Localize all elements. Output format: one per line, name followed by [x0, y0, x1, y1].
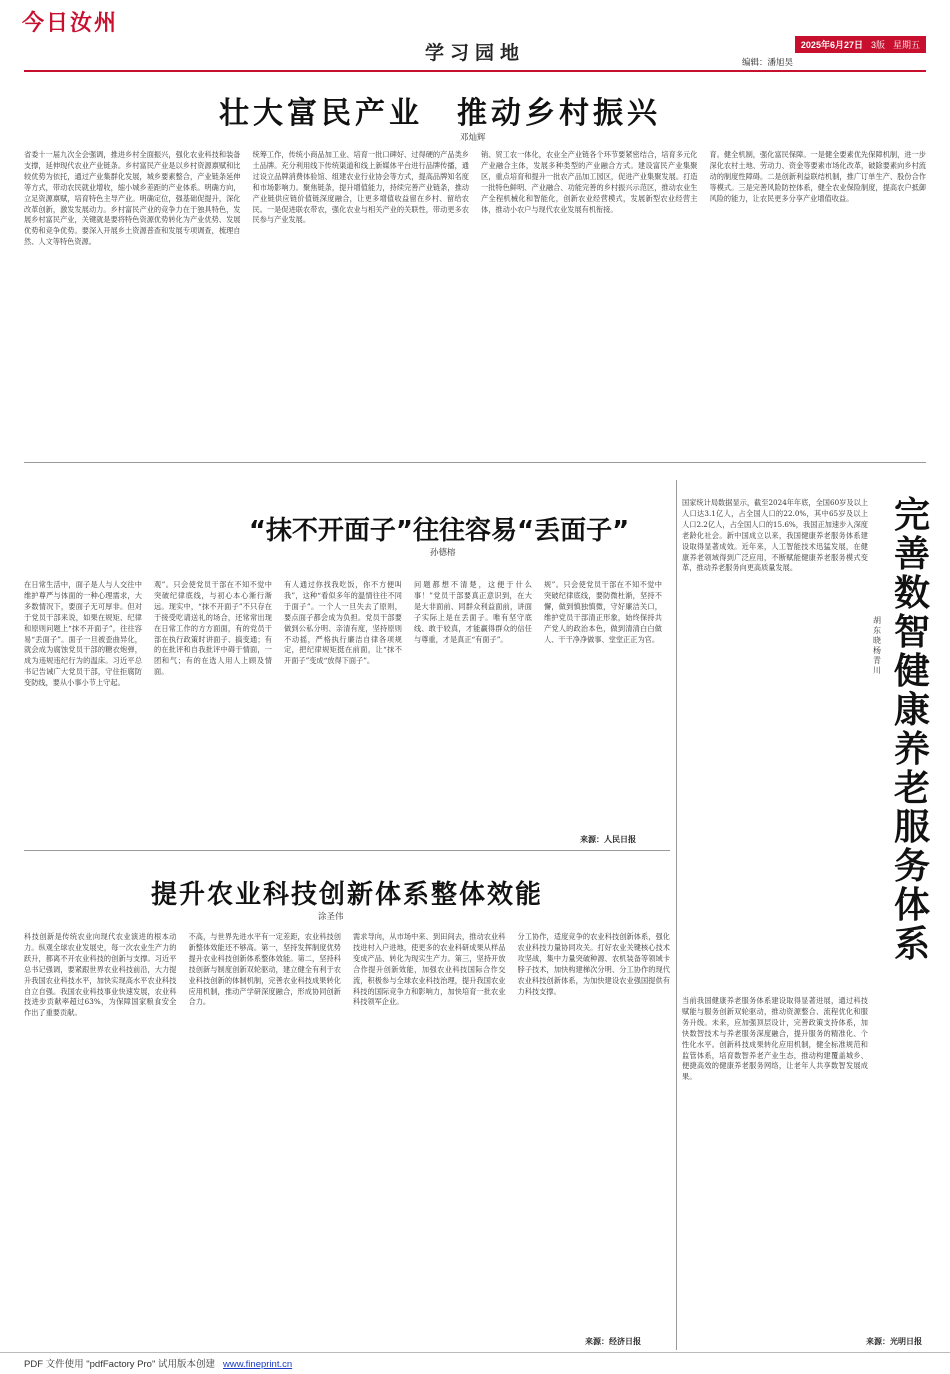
section-title: 学习园地 [424, 42, 525, 64]
date-badge [795, 36, 926, 53]
article3-column: 科技创新是传统农业向现代农业演进的根本动力。纵观全球农业发展史，每一次农业生产力的跃升，都离不开农业科技的创新与支撑。习近平总书记强调，要紧跟世界农业科技前沿，大力提升我国农业科技水平，加快实现高水平农业科技自立自强。我国农业科技事业快速发展，农业科技进步贡献率超过63%，为保障国家粮食安全作出了重要贡献。 [24, 932, 177, 1018]
article1-column: 统筹工作，传统小商品加工业、培育一批口碑好、过得硬的产品类乡土品牌。充分利用线下传统渠道和线上新媒体平台进行品牌传播，通过设立品牌消费体验馆、组建农业行业协会等方式，提高品牌知名度和市场影响力。聚焦链条，提升增值能力，持续完善产业链条，推动产业链供应链价值链深度融合，让更多增值收益留在乡村、留给农民。一是促进联农带农，强化农业与相关产业的关联性，带动更多农民参与产业发展。 [252, 150, 469, 225]
article2-author: 孙德榕 [430, 547, 456, 557]
editor-line [742, 56, 807, 68]
article2-column: 有人通过你找我吃饭，你不方便叫我”，这种“看似多年的温情往往不同于面子”。一个人一旦失去了原则，要点面子都会成为负担。党员干部要做到公私分明、亲清有度，坚持原则不动摇，严格执行廉洁自律各项规定，把纪律规矩挺在前面，让“抹不开面子”变成“放得下面子”。 [284, 580, 402, 666]
weekday: 星期五 [892, 40, 920, 50]
article3-column: 需求导向，从市场中来、到田间去，推动农业科技进村入户进地，使更多的农业科研成果从样品变成产品、转化为现实生产力。第三，坚持开放合作提升创新效能，加强农业科技国际合作交流，积极参与全球农业科技治理，提升我国农业科技的国际竞争力和影响力，加快培育一批农业科技领军企业。 [353, 932, 506, 1007]
pdf-footer [0, 1352, 950, 1374]
article3-body [24, 932, 670, 1332]
column-divider [676, 480, 677, 1350]
article3-title: 提升农业科技创新体系整体效能 [150, 880, 543, 910]
footer-link[interactable]: www.fineprint.cn [222, 1359, 293, 1370]
article3-column: 不高，与世界先进水平有一定差距，农业科技创新整体效能还不够高。第一，坚持发挥制度优势提升农业科技创新体系整体效能。第二，坚持科技创新与制度创新双轮驱动，建立健全有利于农业科技创新的体制机制，完善农业科技成果转化应用机制，推动产学研深度融合，形成协同创新合力。 [188, 932, 341, 1007]
article2-body [24, 580, 662, 830]
article1-body [24, 150, 926, 450]
article4-body [682, 498, 868, 1328]
article3-author: 涂圣伟 [318, 911, 344, 921]
article4-column: 国家统计局数据显示，截至2024年年底，全国60岁及以上人口达3.1亿人，占全国人口的22.0%，其中65岁及以上人口2.2亿人，占全国人口的15.6%，我国正加速步入深度老龄化社会。新中国成立以来，我国健康养老服务体系建设取得显著成效。近年来，人工智能技术迅猛发展，在健康养老领域得到广泛应用，不断赋能健康养老服务模式变革，推动养老服务向更高质量发展。 [682, 498, 868, 573]
article4-column: 当前我国健康养老服务体系建设取得显著进展，通过科技赋能与服务创新双轮驱动，推动资源整合、流程优化和服务升级。未来，应加强顶层设计，完善政策支持体系，加快数智技术与养老服务深度融合，提升服务的精准化、个性化水平。创新科技成果转化应用机制，健全标准规范和监管体系，培育数智养老产业生态，推动构建覆盖城乡、便捷高效的健康养老服务网络，让老年人共享数智发展成果。 [682, 996, 868, 1082]
article-divider [24, 850, 670, 851]
issue-date: 2025年6月27日 [800, 40, 863, 50]
article1-author: 邓灿辉 [460, 132, 486, 142]
masthead [0, 0, 950, 70]
article2-source: 来源：人民日报 [580, 835, 636, 844]
header-divider [24, 70, 926, 72]
article4-title: 完善数智健康养老服务体系 [893, 495, 930, 965]
article1-column: 销、贸工农一体化，农业全产业链各个环节要紧密结合，培育多元化产业融合主体，发展多种类型的产业融合方式。建设富民产业集聚区，重点培育和提升一批农产品加工园区，促进产业集聚发展。打造一批特色鲜明、产业融合、功能完善的乡村振兴示范区，推动农业生产全程机械化和智能化，创新农业经营模式，发展新型农业经营主体，推动小农户与现代农业发展有机衔接。 [481, 150, 698, 214]
article4-author: 胡东晓 杨青川 [873, 616, 889, 675]
page-number: 3版 [870, 40, 885, 50]
article2-title: “抹不开面子”往往容易“丢面子” [248, 516, 630, 546]
footer-text: PDF 文件使用 "pdfFactory Pro" 试用版本创建 [24, 1359, 215, 1370]
article2-column: 规”。只会使党员干部在不知不觉中突破纪律底线，要防微杜渐，坚持不懈，做到慎独慎微，守好廉洁关口，维护党员干部清正形象，始终保持共产党人的政治本色，做到清清白白做人、干干净净做事、堂堂正正为官。 [544, 580, 662, 644]
editor-label: 编辑：潘旭昊 [742, 57, 794, 67]
article1-title: 壮大富民产业 推动乡村振兴 [219, 96, 661, 131]
article2-column: 问题都想不清楚，这便于什么事！”党员干部要真正意识到，在大是大非面前、同群众利益面前，讲面子实际上是在丢面子。唯有坚守底线、敢于较真，才能赢得群众的信任与尊重，才是真正“有面子”。 [414, 580, 532, 644]
article2-column: 观”。只会使党员干部在不知不觉中突破纪律底线，与初心本心渐行渐远。现实中，“抹不开面子”不只存在于接受吃请送礼的场合，还常常出现在日常工作的方方面面，有的党员干部在执行政策时讲面子、搞变通；有的在批评和自我批评中碍于情面，一团和气；有的在选人用人上顾及情面。 [154, 580, 272, 677]
newspaper-logo: 今日汝州 [22, 11, 119, 36]
article2-column: 在日常生活中，面子是人与人交往中维护尊严与体面的一种心理需求，大多数情况下，要面子无可厚非。但对于党员干部来说，如果在规矩、纪律和原则问题上“抹不开面子”，往往容易“丢面子”。面子一旦被歪曲异化，就会成为腐蚀党员干部的糖衣炮弹，成为违规违纪行为的温床。习近平总书记告诫广大党员干部，守住拒腐防变防线，要从小事小节上守起。 [24, 580, 142, 688]
article3-source: 来源：经济日报 [585, 1337, 641, 1346]
article1-column: 省委十一届九次全会强调，推进乡村全面振兴，强化农业科技和装备支撑，延伸现代农业产业链条。乡村富民产业是以乡村资源禀赋和比较优势为依托，通过产业集群化发展，城乡要素整合，产业链条延伸等方式，带动农民就业增收，缩小城乡差距的产业体系。明确方向，立足资源禀赋，培育特色主导产业。明确定位，强基础促提升，深化改革创新，激发发展动力。乡村富民产业的竞争力在于独具特色，发展乡村富民产业，关键就是要将特色资源优势转化为产业优势、发展优势和竞争优势。要深入开展乡土资源普查和发展专项调查，梳理自然、人文等特色资源。 [24, 150, 241, 247]
article-divider [24, 462, 926, 463]
article4-source: 来源：光明日报 [866, 1337, 922, 1346]
article1-column: 育。健全机制，强化富民保障。一是健全要素优先保障机制，进一步深化农村土地、劳动力、资金等要素市场化改革，破除要素向乡村流动的制度性障碍。二是创新利益联结机制，推广订单生产、股份合作等模式。三是完善风险防控体系，健全农业保险制度，提高农户抵御风险的能力，让农民更多分享产业增值收益。 [709, 150, 926, 203]
article3-column: 分工协作，适度竞争的农业科技创新体系，强化农业科技力量协同攻关。打好农业关键核心技术攻坚战，集中力量突破种源、农机装备等领域卡脖子技术，加快构建梯次分明、分工协作的现代农业科技创新体系，为加快建设农业强国提供有力科技支撑。 [517, 932, 670, 996]
